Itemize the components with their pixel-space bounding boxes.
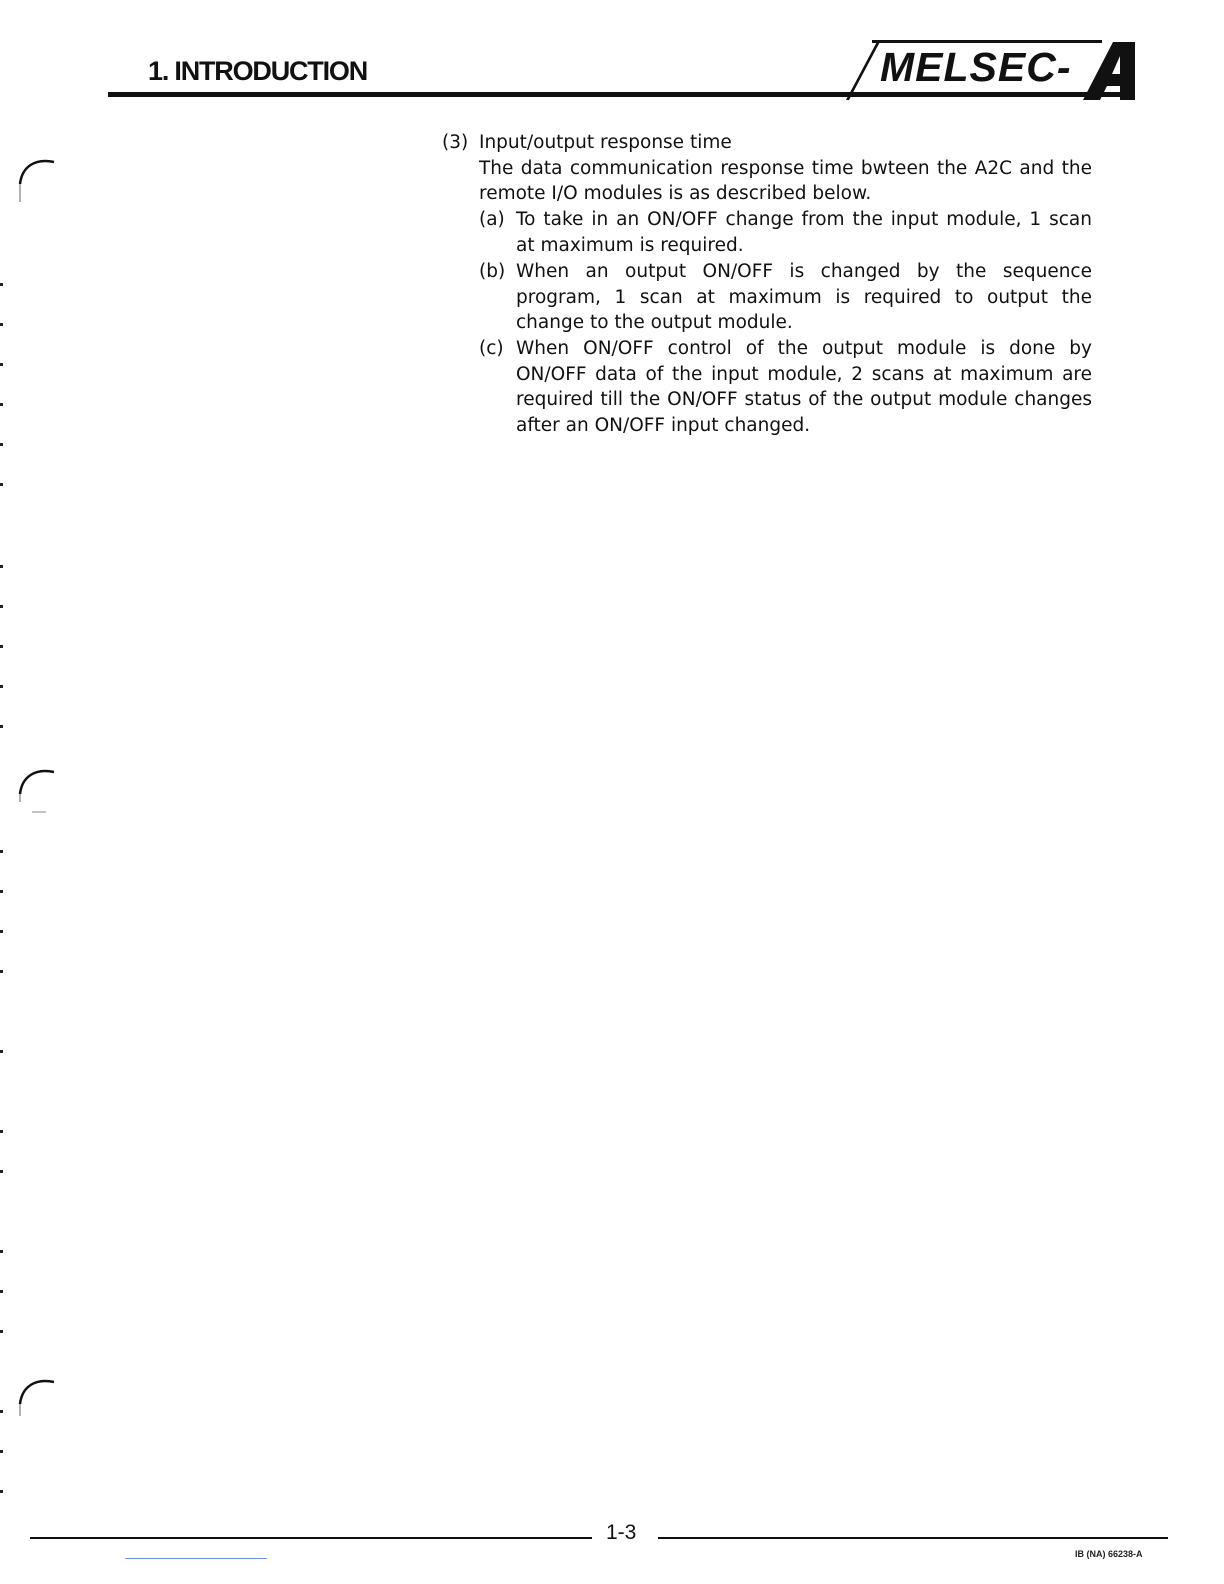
edge-mark — [0, 403, 3, 406]
list-item — [479, 207, 1092, 258]
edge-mark — [0, 1330, 3, 1333]
chapter-title: 1. INTRODUCTION — [148, 56, 368, 86]
edge-mark — [0, 1050, 3, 1053]
brand-top-rule — [872, 40, 1102, 43]
edge-mark — [0, 685, 3, 688]
edge-mark — [0, 363, 3, 366]
section-heading: Input/output response time — [479, 132, 732, 153]
edge-mark — [0, 850, 3, 853]
list-item-text: To take in an ON/OFF change from the input module, 1 scan at maximum is required. — [516, 209, 1092, 256]
edge-mark — [0, 443, 3, 446]
edge-mark — [0, 1250, 3, 1253]
edge-mark — [0, 930, 3, 933]
edge-mark — [0, 483, 3, 486]
document-code: IB (NA) 66238-A — [1075, 1549, 1143, 1559]
footer-rule-right — [658, 1537, 1168, 1539]
edge-mark — [0, 1290, 3, 1293]
edge-mark — [0, 1410, 3, 1413]
edge-mark — [0, 970, 3, 973]
binder-hole-icon — [14, 766, 56, 816]
binder-hole-icon — [14, 1376, 56, 1426]
edge-mark — [0, 645, 3, 648]
brand-letter: A — [1109, 82, 1110, 83]
list-item-label: (c) — [479, 338, 504, 359]
link-underline[interactable] — [125, 1558, 267, 1559]
section-intro: The data communication response time bwteen the A2C and the remote I/O modules is as described below. — [479, 157, 1092, 205]
edge-mark — [0, 605, 3, 608]
list-item-label: (a) — [479, 209, 505, 230]
footer-rule-left — [30, 1537, 592, 1539]
edge-mark — [0, 323, 3, 326]
edge-mark — [0, 565, 3, 568]
list-item-text: When ON/OFF control of the output module is done by ON/OFF data of the input module, 2 scans at maximum are required till the ON/OFF status of the output module changes after an ON/OFF input changed. — [516, 338, 1092, 436]
header-rule — [108, 92, 1133, 97]
binder-hole-icon — [14, 156, 56, 206]
edge-mark — [0, 283, 3, 286]
edge-mark — [0, 1450, 3, 1453]
list-item — [479, 336, 1092, 438]
brand-slash — [846, 40, 881, 100]
list-item — [479, 259, 1092, 336]
brand-logo-a — [1083, 42, 1135, 100]
page-number: 1-3 — [606, 1521, 637, 1544]
edge-mark — [0, 1130, 3, 1133]
list-item-text: When an output ON/OFF is changed by the sequence program, 1 scan at maximum is required to output the change to the output module. — [516, 261, 1092, 334]
edge-mark — [0, 890, 3, 893]
brand-logo-text: MELSEC- — [880, 44, 1072, 90]
edge-mark — [0, 725, 3, 728]
section-number: (3) — [442, 132, 469, 153]
edge-mark — [0, 1490, 3, 1493]
edge-mark — [0, 1170, 3, 1173]
list-item-label: (b) — [479, 261, 506, 282]
